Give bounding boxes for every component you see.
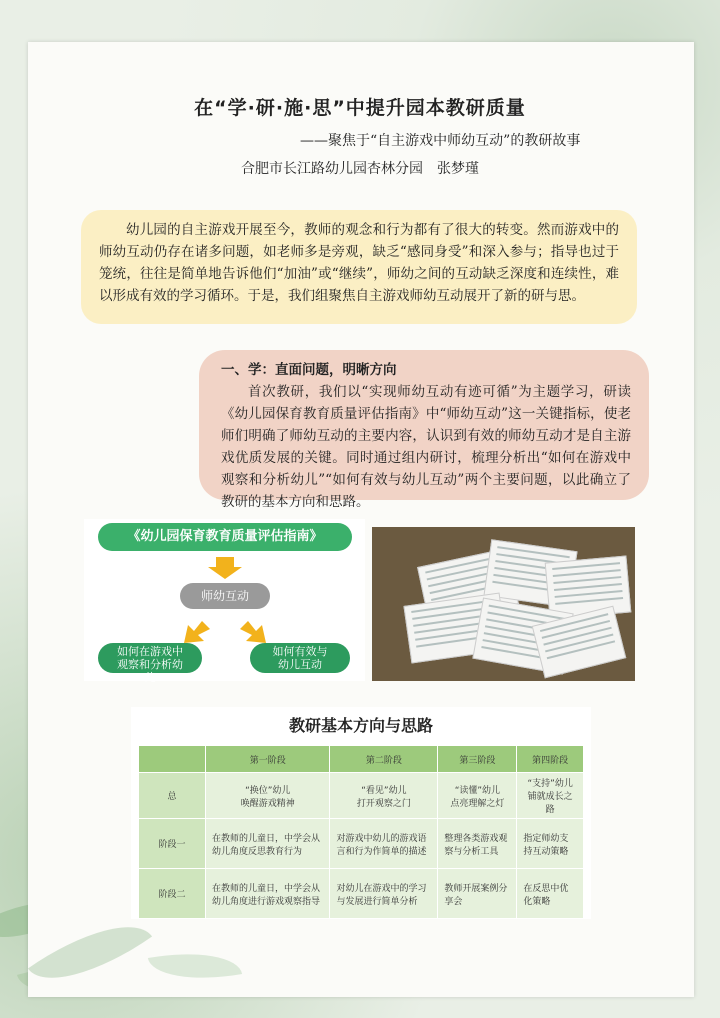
diagram-center-node: 师幼互动 [180,583,270,609]
table-header-cell: 第四阶段 [517,746,584,773]
diagram-left-node: 如何在游戏中观察和分析幼儿 [98,643,202,673]
table-header-cell: 第三阶段 [438,746,517,773]
arrow-down-left-icon [184,621,210,643]
row-label: 总 [139,773,206,819]
table-row [139,819,584,869]
row-label: 阶段一 [139,819,206,869]
arrow-down-icon [208,557,242,579]
page-subtitle: ——聚焦于“自主游戏中师幼互动”的教研故事 [300,133,581,149]
table-cell: 在教师的儿童日，中学会从幼儿角度进行游戏观察指导 [206,869,330,919]
table-row [139,869,584,919]
table-cell: 教师开展案例分享会 [438,869,517,919]
documents-photo [372,527,635,681]
table-cell: 对游戏中幼儿的游戏语言和行为作简单的描述 [330,819,438,869]
table-cell: 整理各类游戏观察与分析工具 [438,819,517,869]
table-cell: 在教师的儿童日，中学会从幼儿角度反思教育行为 [206,819,330,869]
author-line: 合肥市长江路幼儿园杏林分园 张梦瑾 [241,161,479,177]
row-label: 阶段二 [139,869,206,919]
table-header-row [139,746,584,773]
section-1-heading: 一、学：直面问题，明晰方向 [221,362,397,378]
intro-text: 幼儿园的自主游戏开展至今，教师的观念和行为都有了很大的转变。然而游戏中的师幼互动仍存在诸多问题，如老师多是旁观，缺乏“感同身受”和深入参与；指导也过于笼统，往往是简单地告诉他们“加油”或“继续”，师幼之间的互动缺乏深度和连续性，难以形成有效的学习循环。于是，我们组聚焦自主游戏师幼互动展开了新的研与思。 [99,222,619,304]
concept-diagram [84,519,365,684]
table-header-cell [139,746,206,773]
section-1-body: 首次教研，我们以“实现师幼互动有迹可循”为主题学习，研读《幼儿园保育教育质量评估指南》中“师幼互动”这一关键指标，使老师们明确了师幼互动的主要内容，认识到有效的师幼互动才是自主游戏优质发展的关键。同时通过组内研讨，梳理分析出“如何在游戏中观察和分析幼儿”“如何有效与幼儿互动”两个主要问题，以此确立了教研的基本方向和思路。 [221,384,631,510]
table-title: 教研基本方向与思路 [288,716,433,735]
table-header-cell: 第一阶段 [206,746,330,773]
arrow-down-right-icon [240,621,266,643]
intro-box [81,210,637,324]
table-cell: 在反思中优化策略 [517,869,584,919]
table-cell: 对幼儿在游戏中的学习与发展进行简单分析 [330,869,438,919]
plan-table [138,745,584,919]
table-header-cell: 第二阶段 [330,746,438,773]
table-cell: 指定师幼支持互动策略 [517,819,584,869]
plan-table-figure [131,707,591,919]
table-cell: “支持”幼儿 铺就成长之路 [517,773,584,819]
table-row [139,773,584,819]
page-title: 在“学·研·施·思”中提升园本教研质量 [194,97,526,119]
table-cell: “看见”幼儿 打开观察之门 [330,773,438,819]
table-cell: “读懂”幼儿 点亮理解之灯 [438,773,517,819]
diagram-right-node: 如何有效与幼儿互动 [250,643,350,673]
diagram-banner: 《幼儿园保育教育质量评估指南》 [98,523,352,551]
table-cell: “换位”幼儿 唤醒游戏精神 [206,773,330,819]
section-1-box [199,350,649,510]
